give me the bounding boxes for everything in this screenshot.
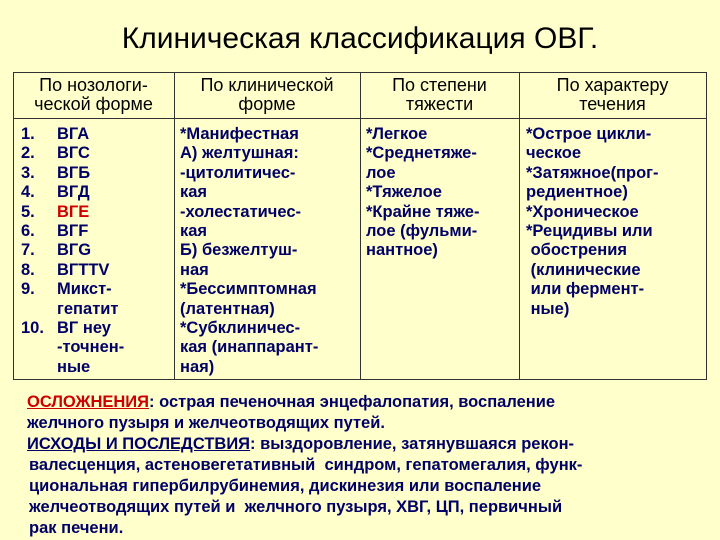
clinical-form-column: [180, 125, 318, 377]
nosology-item: [21, 203, 124, 222]
clinical-form-line: -холестатичес-: [180, 202, 302, 221]
header-line: течения: [579, 94, 646, 114]
nosology-item: [21, 261, 124, 280]
header-course: [519, 76, 706, 114]
header-nosology: [13, 76, 174, 114]
notes-section: [27, 392, 707, 539]
nosology-item: [21, 338, 124, 357]
nosology-item: [21, 222, 124, 241]
nosology-item: [21, 144, 124, 163]
course-line: ческое: [526, 144, 582, 163]
nosology-label: гепатит: [57, 299, 119, 318]
clinical-form-line: *Субклиничес-: [180, 319, 301, 338]
nosology-number: 6.: [21, 222, 35, 241]
nosology-number: 1.: [21, 125, 35, 143]
course-line: *Острое цикли-: [526, 125, 652, 143]
severity-line: нантное): [366, 241, 438, 260]
complications-line-2: желчного пузыря и желчеотводящих путей.: [27, 414, 385, 432]
nosology-number: 3.: [21, 163, 35, 182]
table-border-bottom: [13, 379, 707, 380]
clinical-form-line: кая (инаппарант-: [180, 338, 319, 357]
course-line: (клинические: [526, 260, 641, 279]
nosology-label: ВГА: [57, 125, 90, 143]
header-line: По характеру: [556, 75, 669, 95]
nosology-label: ВГС: [57, 144, 90, 163]
table-border-top: [13, 72, 707, 73]
severity-column: [366, 125, 479, 261]
clinical-form-line: кая: [180, 183, 208, 202]
nosology-label: ВГ неу: [57, 319, 111, 338]
nosology-label: ВГTTV: [57, 260, 110, 279]
page-title: Клиническая классификация ОВГ.: [121, 22, 599, 55]
clinical-form-line: А) желтушная:: [180, 144, 299, 163]
outcomes-heading: ИСХОДЫ И ПОСЛЕДСТВИЯ: [27, 435, 251, 453]
severity-line: лое (фульми-: [366, 222, 478, 241]
clinical-form-line: *Манифестная: [180, 125, 299, 143]
outcomes-continuation: [27, 455, 707, 539]
clinical-form-line: ная: [180, 260, 209, 279]
course-line: редиентное): [526, 183, 628, 202]
nosology-item: [21, 125, 124, 144]
course-line: *Затяжное(прог-: [526, 163, 659, 182]
nosology-item: [21, 319, 124, 338]
complications-heading: ОСЛОЖНЕНИЯ: [27, 393, 150, 411]
severity-line: *Легкое: [366, 125, 428, 143]
course-line: обострения: [526, 241, 627, 260]
nosology-number: 8.: [21, 260, 35, 279]
complications-line-1: [27, 392, 707, 413]
severity-line: *Крайне тяже-: [366, 202, 480, 221]
header-clinical-form: [174, 76, 360, 114]
nosology-label: ВГБ: [57, 163, 91, 182]
clinical-form-line: Б) безжелтуш-: [180, 241, 298, 260]
header-severity: [360, 76, 519, 114]
course-line: *Хроническое: [526, 202, 639, 221]
nosology-label: ВГG: [57, 241, 92, 260]
clinical-form-line: (латентная): [180, 299, 275, 318]
nosology-number: 4.: [21, 183, 35, 202]
outcomes-line-1: [27, 434, 707, 455]
clinical-form-line: -цитолитичес-: [180, 163, 296, 182]
nosology-label: -точнен-: [57, 338, 125, 357]
severity-line: лое: [366, 163, 396, 182]
header-line: тяжести: [405, 94, 474, 114]
nosology-item: [21, 358, 124, 377]
nosology-number: 2.: [21, 144, 35, 163]
classification-table: [13, 72, 707, 380]
nosology-number: 9.: [21, 280, 35, 299]
header-line: По степени: [392, 75, 487, 95]
course-column: [526, 125, 659, 319]
nosology-item: [21, 280, 124, 299]
nosology-number: 7.: [21, 241, 35, 260]
nosology-number: 10.: [21, 319, 44, 338]
nosology-column: [21, 125, 124, 377]
clinical-form-line: *Бессимптомная: [180, 280, 317, 299]
header-line: По нозологи-: [39, 75, 148, 95]
course-line: или фермент-: [526, 280, 645, 299]
nosology-label: ВГF: [57, 222, 89, 241]
clinical-form-line: кая: [180, 222, 208, 241]
header-divider: [13, 118, 707, 119]
nosology-item: [21, 164, 124, 183]
nosology-label: ВГД: [57, 183, 90, 202]
course-line: ные): [526, 299, 570, 318]
header-line: По клинической: [200, 75, 334, 95]
severity-line: *Тяжелое: [366, 183, 442, 202]
clinical-form-line: ная): [180, 357, 215, 376]
nosology-label: Микст-: [57, 280, 112, 299]
nosology-item: [21, 300, 124, 319]
outcomes-line: желчеотводящих путей и желчного пузыря, ХВГ, ЦП, первичный: [29, 498, 563, 516]
nosology-item: [21, 241, 124, 260]
outcomes-line: рак печени.: [29, 519, 124, 537]
outcomes-line: валесценция, астеновегетативный синдром, гепатомегалия, функ-: [29, 456, 583, 474]
header-line: ческой форме: [34, 94, 153, 114]
nosology-label: ные: [57, 357, 91, 376]
complications-text: : острая печеночная энцефалопатия, воспаление: [149, 393, 556, 411]
outcomes-line: циональная гипербилрубинемия, дискинезия или воспаление: [29, 477, 542, 495]
nosology-item: [21, 183, 124, 202]
course-line: *Рецидивы или: [526, 222, 653, 241]
nosology-label: ВГЕ: [57, 202, 90, 221]
header-line: форме: [238, 94, 296, 114]
severity-line: *Среднетяже-: [366, 144, 477, 163]
outcomes-text: : выздоровление, затянувшаяся рекон-: [250, 435, 575, 453]
nosology-number: 5.: [21, 202, 35, 221]
